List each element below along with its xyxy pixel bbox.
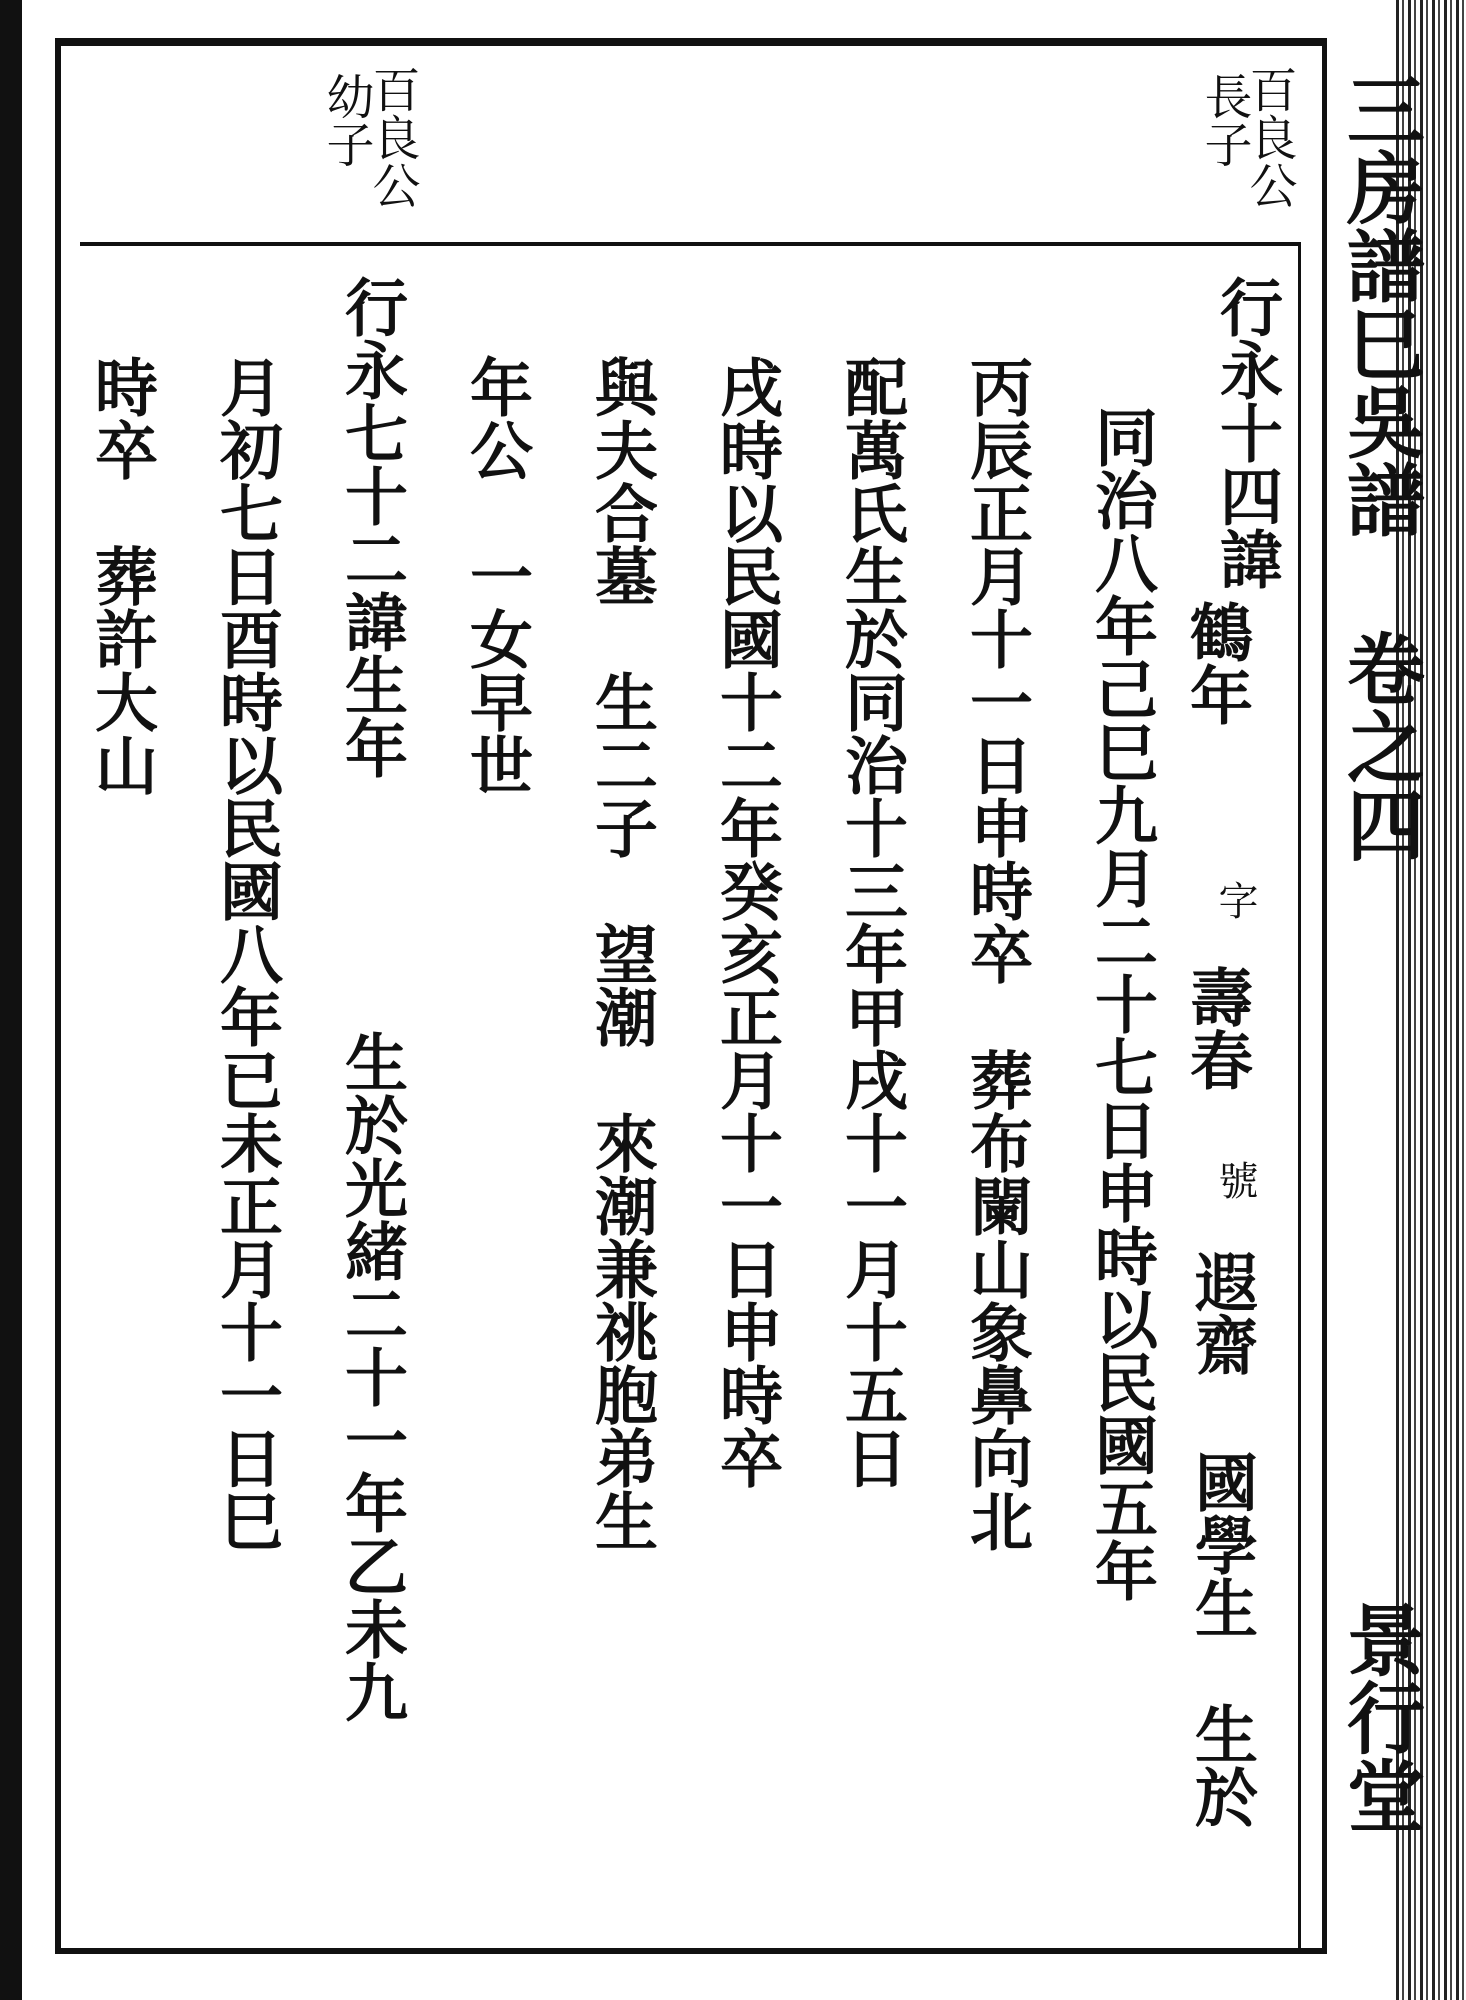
right-header-sub: 長子 <box>1196 72 1252 168</box>
top-border <box>55 38 1325 46</box>
left-border <box>55 38 61 1954</box>
left-page-edge <box>0 0 22 2000</box>
col7: 年公 一女早世 <box>460 355 534 796</box>
col1-head: 行永十四諱 <box>1210 275 1284 590</box>
col8-head: 行永七十二諱生年 <box>335 275 409 779</box>
col4: 配萬氏生於同治十三年甲戌十一月十五日 <box>835 355 909 1489</box>
col1-extra: 國學生 生於 <box>1185 1450 1259 1828</box>
col1-note-zi: 字 <box>1212 880 1258 920</box>
left-header-main: 百良公 <box>364 65 420 209</box>
col1-alias: 遐齋 <box>1185 1250 1259 1376</box>
col6: 與夫合墓 生二子 望潮 來潮兼祧胞弟生 <box>585 355 659 1552</box>
col9: 月初七日酉時以民國八年已未正月十一日巳 <box>210 355 284 1552</box>
col3: 丙辰正月十一日申時卒 葬布闌山象鼻向北 <box>960 355 1034 1552</box>
col1-note-hao: 號 <box>1212 1160 1258 1200</box>
col1-courtesy: 壽春 <box>1180 965 1254 1091</box>
col5: 戌時以民國十二年癸亥正月十一日申時卒 <box>710 355 784 1489</box>
hall-name: 景行堂 <box>1334 1600 1425 1834</box>
book-spine-title: 三房譜巳吳譜 卷之四 <box>1334 70 1425 863</box>
inner-right-border <box>1298 242 1301 1948</box>
right-border <box>1322 38 1327 1954</box>
left-header-sub: 幼子 <box>318 72 374 168</box>
right-header-main: 百良公 <box>1241 65 1297 209</box>
col8-tail: 生於光緒二十一年乙未九 <box>335 1030 409 1723</box>
header-divider <box>80 242 1300 246</box>
col1-name: 鶴年 <box>1180 600 1254 726</box>
col10: 時卒 葬許大山 <box>85 355 159 796</box>
bottom-border <box>55 1948 1325 1954</box>
col2: 同治八年己巳九月二十七日申時以民國五年 <box>1085 405 1159 1602</box>
